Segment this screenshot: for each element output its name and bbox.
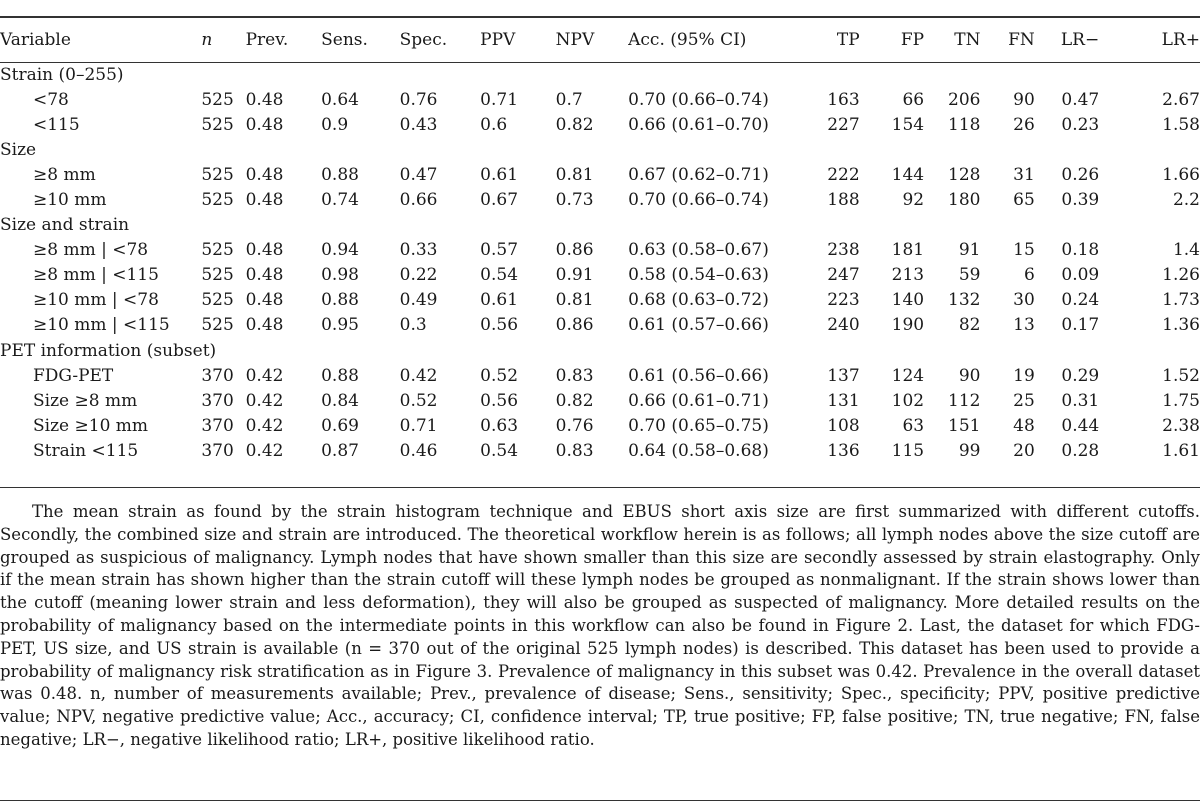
table-cell: 65 — [1013, 190, 1035, 211]
table-cell: 0.61 — [480, 164, 519, 185]
table-cell: 0.48 — [245, 164, 284, 185]
table-cell: 0.52 — [399, 390, 438, 411]
table-cell: 0.29 — [1061, 365, 1100, 386]
table-cell: 0.70 (0.66–0.74) — [628, 89, 769, 110]
table-cell: 180 — [948, 190, 981, 211]
column-header: Acc. (95% CI) — [628, 30, 747, 50]
column-header: LR+ — [1161, 30, 1200, 50]
table-cell: 59 — [958, 265, 981, 286]
table-cell: 370 — [201, 440, 234, 461]
table-cell: 0.88 — [321, 290, 359, 311]
table-cell: 0.81 — [555, 290, 594, 311]
table-cell: 6 — [1023, 265, 1035, 286]
table-cell: 0.49 — [399, 290, 438, 311]
row-label: ≥8 mm | <115 — [33, 265, 159, 286]
row-label: ≥10 mm | <78 — [33, 290, 159, 311]
table-cell: 48 — [1013, 415, 1035, 436]
table-cell: 0.82 — [555, 114, 594, 135]
table-cell: 0.71 — [480, 89, 519, 110]
table-cell: 0.66 (0.61–0.71) — [628, 390, 769, 411]
table-cell: 0.48 — [245, 190, 284, 211]
table-cell: 213 — [891, 265, 925, 286]
table-cell: 525 — [201, 240, 234, 261]
table-cell: 0.54 — [480, 265, 519, 286]
table-cell: 0.71 — [399, 415, 438, 436]
table-cell: 0.46 — [399, 440, 438, 461]
table-row — [0, 438, 1200, 463]
group-header-row — [0, 62, 1200, 87]
table-cell: 238 — [827, 240, 860, 261]
table-cell: 0.48 — [245, 265, 284, 286]
group-label: PET information (subset) — [0, 340, 217, 361]
table-cell: 90 — [1013, 89, 1035, 110]
footnote-bottom-rule — [0, 800, 1200, 801]
table-cell: 247 — [827, 265, 860, 286]
group-label: Size and strain — [0, 215, 130, 236]
column-header: Sens. — [321, 30, 368, 50]
table-cell: 124 — [891, 365, 925, 386]
table-cell: 0.42 — [245, 440, 284, 461]
table-cell: 144 — [891, 164, 925, 185]
row-label: ≥10 mm — [33, 190, 107, 211]
table-cell: 0.47 — [399, 164, 438, 185]
table-cell: 1.36 — [1162, 315, 1200, 336]
table-row — [0, 238, 1200, 263]
table-body — [0, 62, 1200, 464]
table-cell: 0.7 — [555, 89, 583, 110]
table-cell: 0.88 — [321, 164, 359, 185]
table-cell: 0.24 — [1061, 290, 1100, 311]
table-cell: 102 — [891, 390, 925, 411]
table-cell: 66 — [902, 89, 925, 110]
row-label: Size ≥10 mm — [33, 415, 149, 436]
table-cell: 0.66 — [399, 190, 438, 211]
table-cell: 0.56 — [480, 390, 519, 411]
table-cell: 0.76 — [399, 89, 438, 110]
table-header-row — [0, 18, 1200, 62]
table-cell: 15 — [1013, 240, 1035, 261]
column-header: FN — [1008, 30, 1035, 50]
table-cell: 525 — [201, 265, 234, 286]
table-cell: 1.26 — [1162, 265, 1200, 286]
table-cell: 0.88 — [321, 365, 359, 386]
table-cell: 370 — [201, 365, 234, 386]
column-header: LR− — [1060, 30, 1100, 50]
table-cell: 0.98 — [321, 265, 359, 286]
table-cell: 0.64 (0.58–0.68) — [628, 440, 769, 461]
table-cell: 140 — [891, 290, 925, 311]
table-cell: 99 — [958, 440, 981, 461]
table-cell: 0.23 — [1061, 114, 1100, 135]
table-cell: 525 — [201, 89, 234, 110]
table-cell: 1.61 — [1162, 440, 1200, 461]
table-cell: 370 — [201, 390, 234, 411]
row-label: ≥8 mm — [33, 164, 96, 185]
table-cell: 132 — [948, 290, 981, 311]
table-cell: 0.68 (0.63–0.72) — [628, 290, 769, 311]
table-cell: 20 — [1013, 440, 1035, 461]
results-table — [0, 18, 1200, 464]
table-cell: 0.61 — [480, 290, 519, 311]
table-cell: 0.54 — [480, 440, 519, 461]
table-cell: 0.42 — [245, 390, 284, 411]
table-cell: 0.42 — [245, 415, 284, 436]
table-cell: 63 — [902, 415, 925, 436]
table-cell: 19 — [1013, 365, 1035, 386]
table-cell: 0.28 — [1061, 440, 1100, 461]
table-cell: 2.2 — [1172, 190, 1200, 211]
table-cell: 0.48 — [245, 114, 284, 135]
table-cell: 1.75 — [1162, 390, 1200, 411]
table-cell: 0.42 — [245, 365, 284, 386]
table-cell: 0.6 — [480, 114, 508, 135]
table-cell: 0.33 — [399, 240, 438, 261]
row-label: FDG-PET — [33, 365, 114, 386]
table-cell: 0.48 — [245, 89, 284, 110]
table-cell: 188 — [827, 190, 860, 211]
group-label: Strain (0–255) — [0, 64, 124, 85]
table-cell: 0.48 — [245, 240, 284, 261]
table-cell: 30 — [1013, 290, 1035, 311]
table-cell: 227 — [827, 114, 860, 135]
table-cell: 0.47 — [1061, 89, 1100, 110]
table-cell: 1.73 — [1162, 290, 1200, 311]
table-cell: 0.86 — [555, 240, 594, 261]
table-cell: 190 — [891, 315, 925, 336]
table-row — [0, 413, 1200, 438]
table-row — [0, 363, 1200, 388]
table-cell: 0.67 (0.62–0.71) — [628, 164, 769, 185]
table-cell: 0.61 (0.56–0.66) — [628, 365, 769, 386]
table-cell: 128 — [948, 164, 981, 185]
table-cell: 131 — [827, 390, 860, 411]
column-header: TP — [836, 30, 860, 50]
table-cell: 112 — [948, 390, 981, 411]
table-cell: 151 — [948, 415, 981, 436]
table-cell: 0.83 — [555, 365, 594, 386]
table-cell: 26 — [1013, 114, 1035, 135]
table-cell: 0.95 — [321, 315, 359, 336]
column-header: TN — [954, 30, 981, 50]
table-cell: 525 — [201, 290, 234, 311]
table-cell: 0.57 — [480, 240, 519, 261]
column-header: Spec. — [399, 30, 448, 50]
table-cell: 0.67 — [480, 190, 519, 211]
table-cell: 223 — [827, 290, 860, 311]
table-cell: 2.67 — [1162, 89, 1200, 110]
table-cell: 525 — [201, 190, 234, 211]
table-row — [0, 288, 1200, 313]
table-cell: 0.82 — [555, 390, 594, 411]
table-cell: 163 — [827, 89, 860, 110]
table-bottom-rule — [0, 487, 1200, 488]
table-cell: 0.9 — [321, 114, 349, 135]
table-cell: 108 — [827, 415, 860, 436]
table-cell: 2.38 — [1162, 415, 1200, 436]
table-cell: 181 — [891, 240, 925, 261]
table-cell: 0.48 — [245, 290, 284, 311]
row-label: ≥10 mm | <115 — [33, 315, 170, 336]
table-cell: 370 — [201, 415, 234, 436]
table-cell: 92 — [902, 190, 925, 211]
table-cell: 0.58 (0.54–0.63) — [628, 265, 769, 286]
table-cell: 0.81 — [555, 164, 594, 185]
table-cell: 525 — [201, 315, 234, 336]
table-cell: 0.87 — [321, 440, 359, 461]
table-cell: 0.61 (0.57–0.66) — [628, 315, 769, 336]
table-cell: 0.42 — [399, 365, 438, 386]
table-cell: 0.26 — [1061, 164, 1100, 185]
table-cell: 0.44 — [1061, 415, 1100, 436]
table-cell: 0.43 — [399, 114, 438, 135]
table-cell: 1.58 — [1162, 114, 1200, 135]
row-label: <78 — [33, 89, 69, 110]
group-header-row — [0, 213, 1200, 238]
table-cell: 0.22 — [399, 265, 438, 286]
table-cell: 0.70 (0.65–0.75) — [628, 415, 769, 436]
column-header: FP — [900, 30, 925, 50]
table-cell: 1.52 — [1162, 365, 1200, 386]
table-cell: 91 — [958, 240, 981, 261]
row-label: Size ≥8 mm — [33, 390, 138, 411]
table-cell: 0.3 — [399, 315, 427, 336]
column-header: NPV — [555, 30, 595, 50]
table-cell: 25 — [1013, 390, 1035, 411]
table-cell: 0.86 — [555, 315, 594, 336]
table-cell: 0.69 — [321, 415, 359, 436]
table-cell: 0.91 — [555, 265, 594, 286]
table-row — [0, 112, 1200, 137]
row-label: Strain <115 — [33, 440, 139, 461]
row-label: ≥8 mm | <78 — [33, 240, 149, 261]
table-cell: 0.52 — [480, 365, 519, 386]
column-header: PPV — [480, 30, 516, 50]
group-header-row — [0, 137, 1200, 162]
table-cell: 31 — [1013, 164, 1035, 185]
table-cell: 90 — [958, 365, 981, 386]
table-cell: 0.09 — [1061, 265, 1100, 286]
table-cell: 0.48 — [245, 315, 284, 336]
table-cell: 0.74 — [321, 190, 359, 211]
row-label: <115 — [33, 114, 80, 135]
table-cell: 0.73 — [555, 190, 594, 211]
table-cell: 136 — [827, 440, 860, 461]
table-cell: 0.56 — [480, 315, 519, 336]
table-cell: 137 — [827, 365, 860, 386]
table-cell: 0.17 — [1061, 315, 1100, 336]
table-cell: 0.94 — [321, 240, 359, 261]
table-cell: 1.66 — [1162, 164, 1200, 185]
group-label: Size — [0, 139, 37, 160]
table-row — [0, 87, 1200, 112]
table-row — [0, 187, 1200, 212]
table-cell: 0.63 (0.58–0.67) — [628, 240, 769, 261]
table-cell: 13 — [1013, 315, 1035, 336]
table-cell: 525 — [201, 164, 234, 185]
column-header: n — [201, 30, 213, 50]
table-cell: 0.63 — [480, 415, 519, 436]
table-cell: 1.4 — [1172, 240, 1200, 261]
group-header-row — [0, 338, 1200, 363]
table-cell: 82 — [958, 315, 981, 336]
table-row — [0, 162, 1200, 187]
table-cell: 206 — [948, 89, 981, 110]
table-cell: 0.31 — [1061, 390, 1100, 411]
table-cell: 0.84 — [321, 390, 359, 411]
table-cell: 0.18 — [1061, 240, 1100, 261]
table-row — [0, 313, 1200, 338]
table-cell: 222 — [827, 164, 860, 185]
table-cell: 0.66 (0.61–0.70) — [628, 114, 769, 135]
table-cell: 0.83 — [555, 440, 594, 461]
table-cell: 0.70 (0.66–0.74) — [628, 190, 769, 211]
table-cell: 0.39 — [1061, 190, 1100, 211]
table-cell: 154 — [891, 114, 925, 135]
table-row — [0, 263, 1200, 288]
table-cell: 240 — [827, 315, 860, 336]
table-cell: 118 — [948, 114, 981, 135]
table-cell: 0.64 — [321, 89, 359, 110]
column-header: Prev. — [245, 30, 289, 50]
table-cell: 0.76 — [555, 415, 594, 436]
table-cell: 525 — [201, 114, 234, 135]
column-header: Variable — [0, 30, 71, 50]
table-row — [0, 388, 1200, 413]
table-cell: 115 — [891, 440, 925, 461]
table-footnote: The mean strain as found by the strain histogram technique and EBUS short axis size are first summarized with different cutoffs. Secondly, the combined size and strain are introduced. The theoretical workflow herein is as follows; all lymph nodes above the size cutoff are grouped as suspicious of malignancy. Lymph nodes that have shown smaller than this size are secondly assessed by strain elastography. Only if the mean strain has shown higher than the strain cutoff will these lymph nodes be grouped as nonmalignant. If the strain shows lower than the cutoff (meaning lower strain and less deformation), they will also be grouped as suspected of malignancy. More detailed results on the probability of malignancy based on the intermediate points in this workflow can also be found in Figure 2. Last, the dataset for which FDG-PET, US size, and US strain is available (n = 370 out of the original 525 lymph nodes) is described. This dataset has been used to provide a probability of malignancy risk stratification as in Figure 3. Prevalence of malignancy in this subset was 0.42. Prevalence in the overall dataset was 0.48. n, number of measurements available; Prev., prevalence of disease; Sens., sensitivity; Spec., specificity; PPV, positive predictive value; NPV, negative predictive value; Acc., accuracy; CI, confidence interval; TP, true positive; FP, false positive; TN, true negative; FN, false negative; LR−, negative likelihood ratio; LR+, positive likelihood ratio. — [0, 502, 1200, 749]
